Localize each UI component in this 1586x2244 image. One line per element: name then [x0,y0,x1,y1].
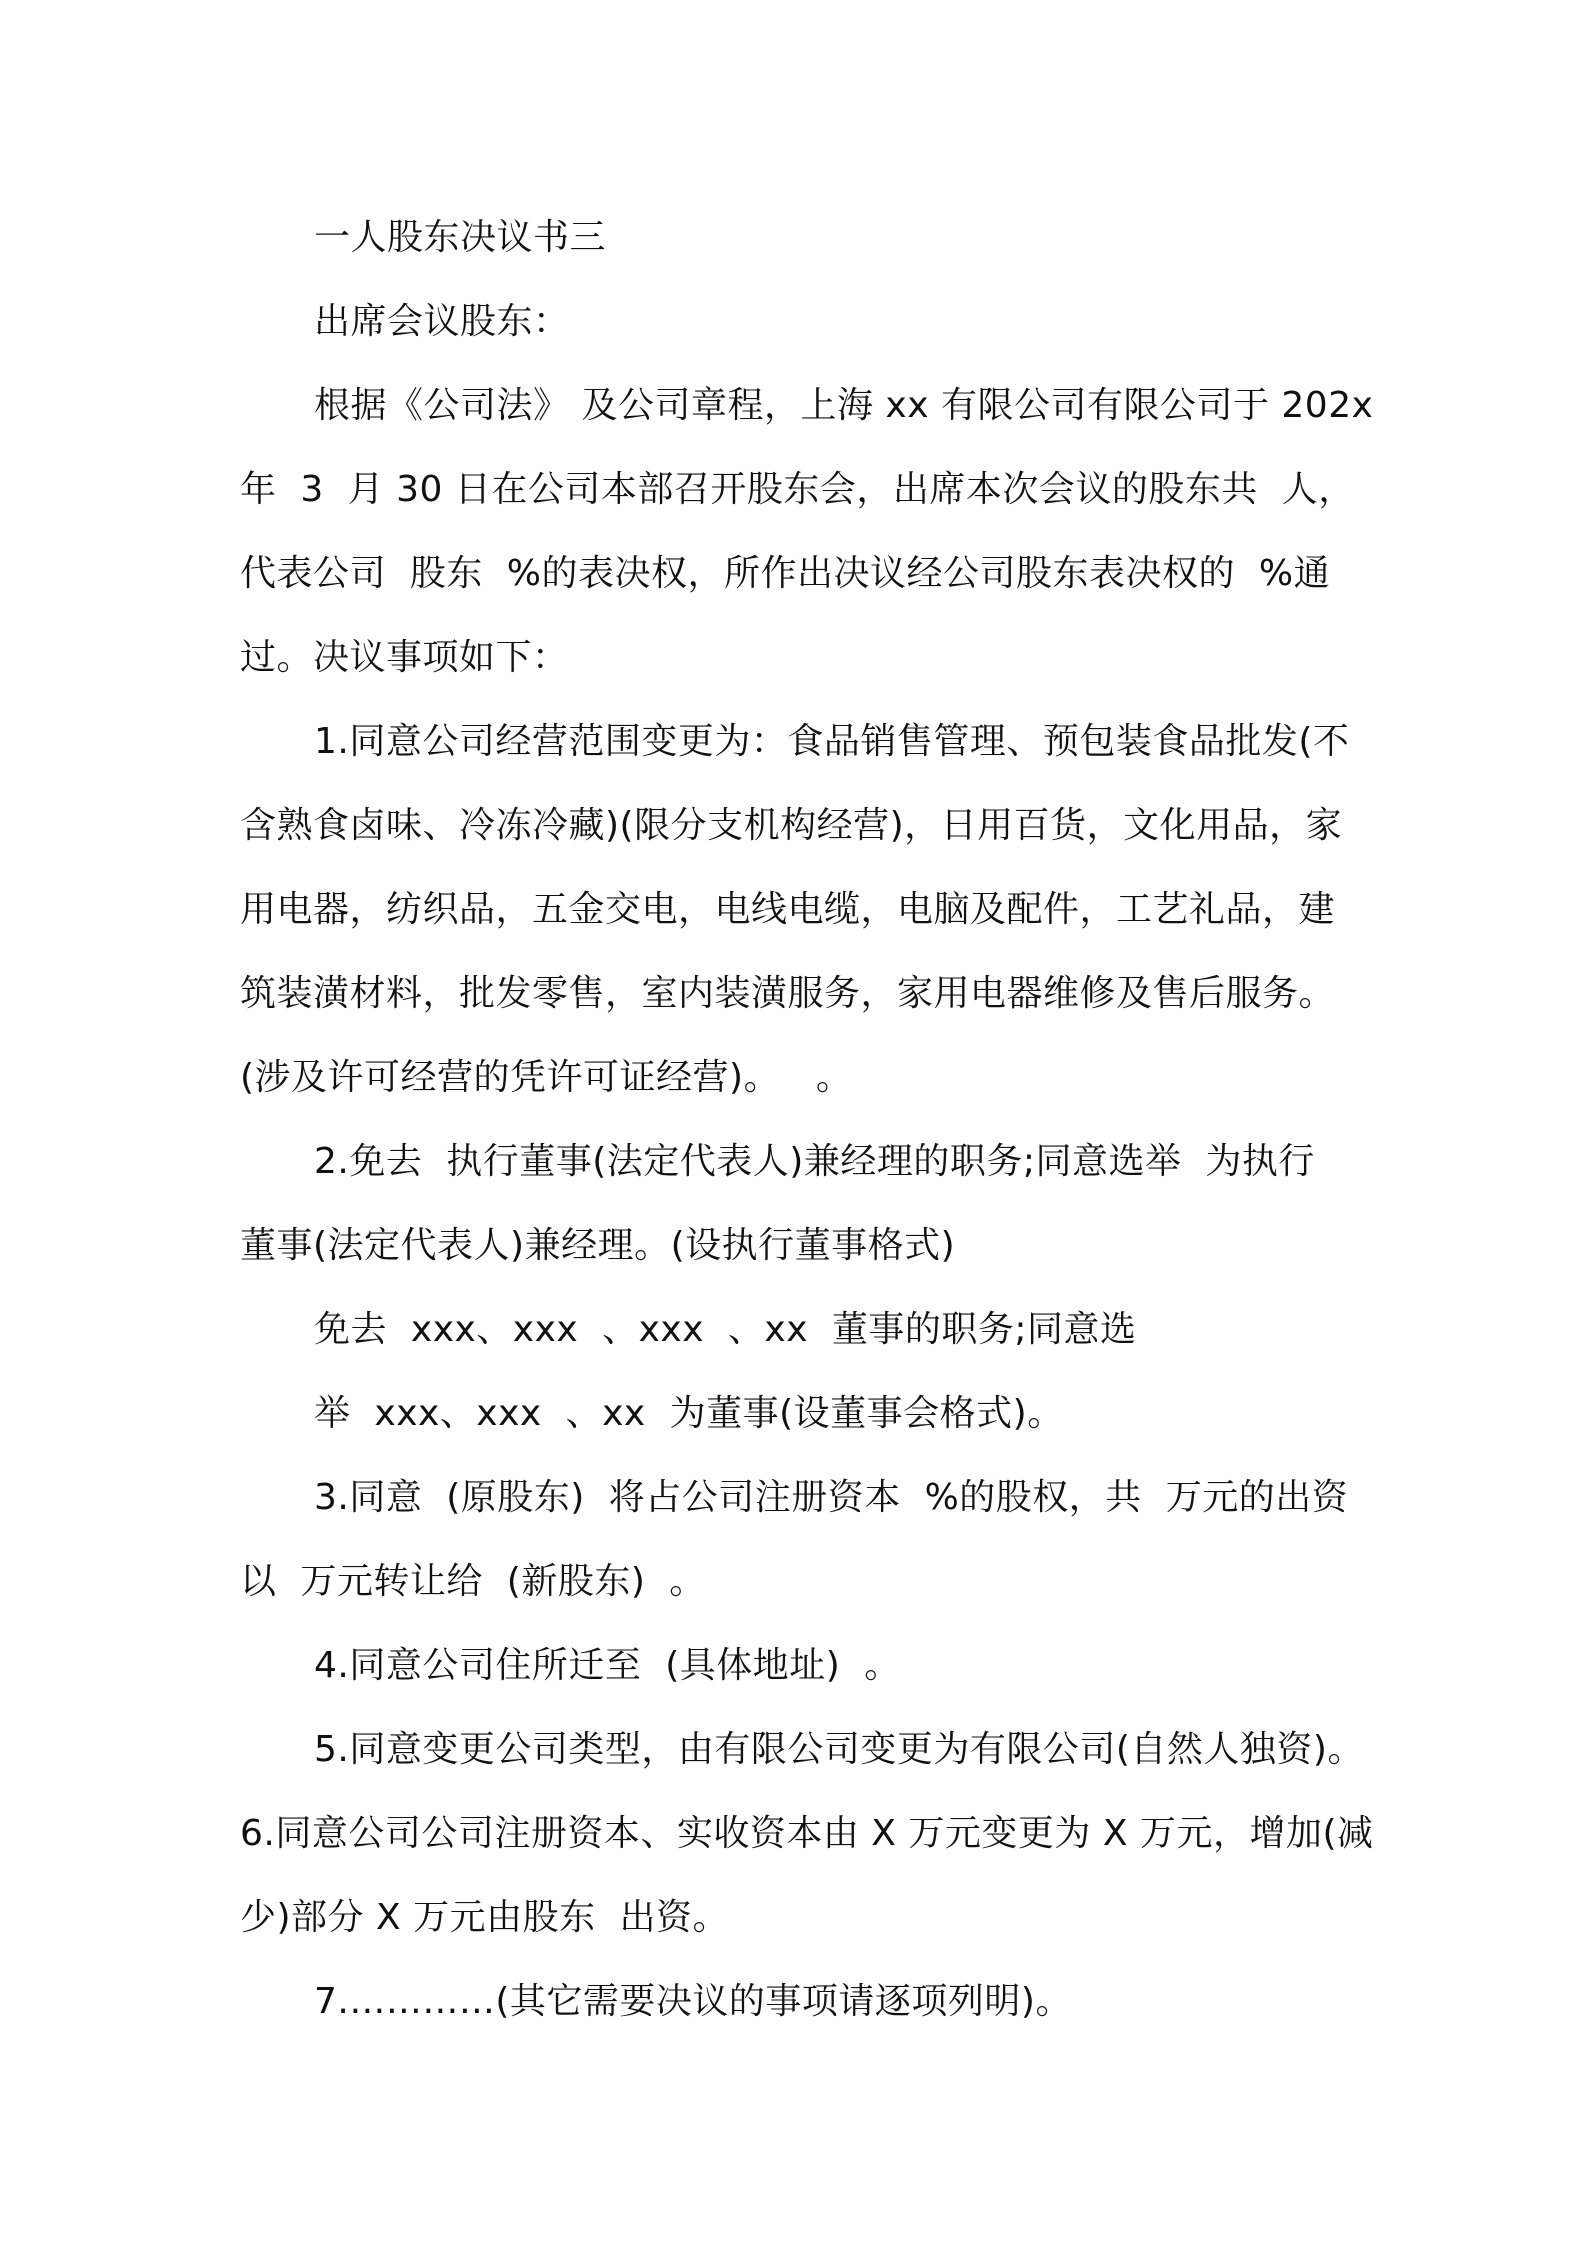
document-title: 一人股东决议书三 [314,217,607,258]
paragraph-line: 董事(法定代表人)兼经理。(设执行董事格式) [240,1225,956,1266]
resolution-item-6: 6.同意公司公司注册资本、实收资本由 X 万元变更为 X 万元，增加(减 [240,1813,1374,1854]
paragraph-line: 代表公司 股东 %的表决权，所作出决议经公司股东表决权的 %通 [240,553,1331,594]
resolution-item-7: 7.…………(其它需要决议的事项请逐项列明)。 [314,1981,1072,2022]
resolution-item-5: 5.同意变更公司类型，由有限公司变更为有限公司(自然人独资)。 [314,1729,1364,1770]
resolution-item-2: 2.免去 执行董事(法定代表人)兼经理的职务;同意选举 为执行 [314,1141,1315,1182]
resolution-item-1: 1.同意公司经营范围变更为：食品销售管理、预包装食品批发(不 [314,721,1350,762]
document-body [240,196,1374,2044]
attendees-label: 出席会议股东： [314,301,570,342]
resolution-item-4: 4.同意公司住所迁至 (具体地址) 。 [314,1645,901,1686]
paragraph-line: 筑装潢材料，批发零售，室内装潢服务，家用电器维修及售后服务。 [240,973,1336,1014]
paragraph-line: 过。决议事项如下： [240,637,569,678]
resolution-item-3: 3.同意 (原股东) 将占公司注册资本 %的股权，共 万元的出资 [314,1477,1349,1518]
paragraph-line: 年 3 月 30 日在公司本部召开股东会，出席本次会议的股东共 人， [240,469,1355,510]
paragraph-line: 用电器，纺织品，五金交电，电线电缆，电脑及配件，工艺礼品，建 [240,889,1336,930]
paragraph-line: 根据《公司法》 及公司章程，上海 xx 有限公司有限公司于 202x [314,385,1374,426]
paragraph-line: (涉及许可经营的凭许可证经营)。 。 [240,1057,853,1098]
paragraph-line: 以 万元转让给 (新股东) 。 [240,1561,706,1602]
paragraph-line: 少)部分 X 万元由股东 出资。 [240,1897,729,1938]
paragraph-line: 举 xxx、xxx 、xx 为董事(设董事会格式)。 [314,1393,1064,1434]
paragraph-line: 含熟食卤味、冷冻冷藏)(限分支机构经营)，日用百货，文化用品，家 [240,805,1343,846]
paragraph-line: 免去 xxx、xxx 、xxx 、xx 董事的职务;同意选 [314,1309,1137,1350]
